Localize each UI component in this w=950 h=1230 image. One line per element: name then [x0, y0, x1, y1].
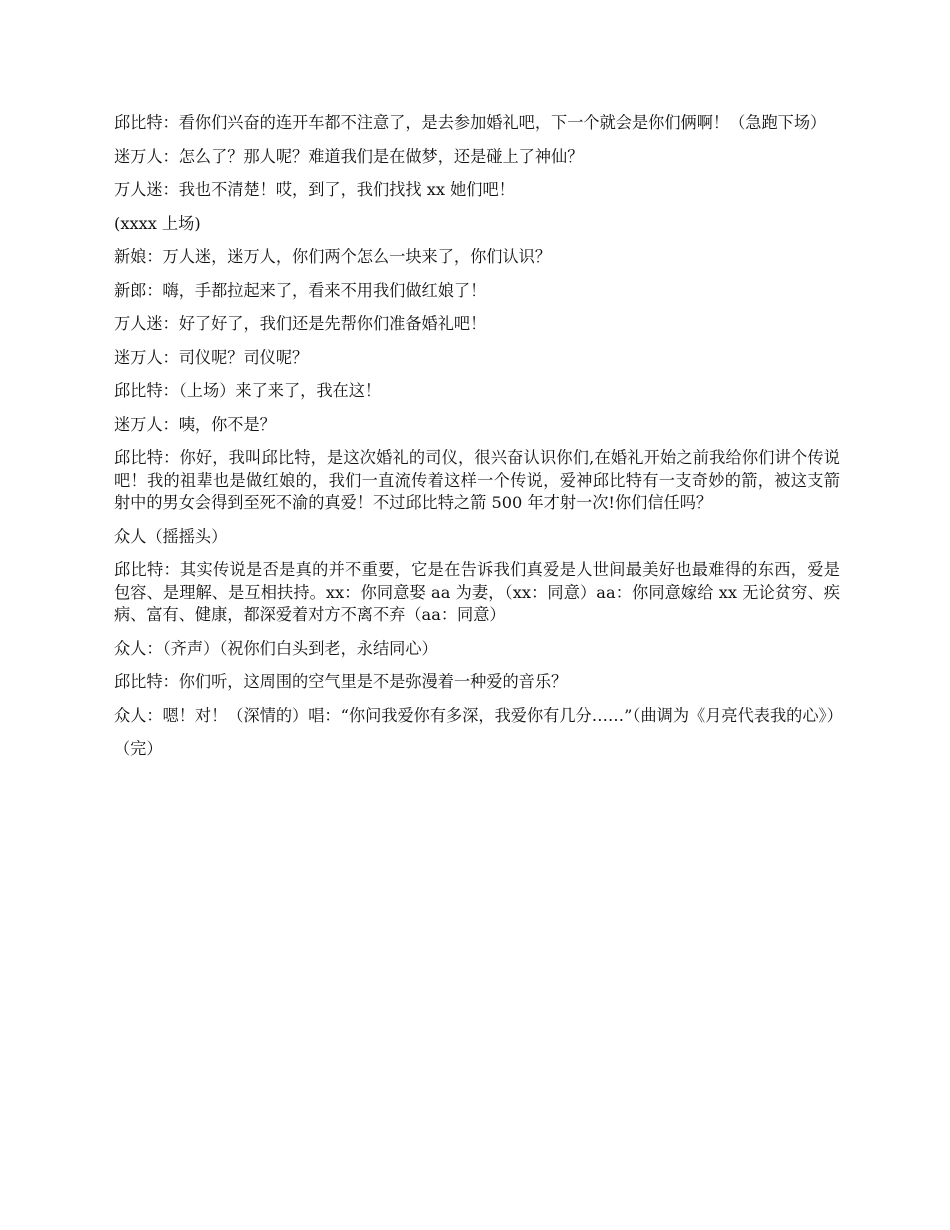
paragraph-4: (xxxx 上场) [114, 213, 201, 233]
paragraph-10: 迷万人：咦，你不是？ [114, 414, 276, 434]
paragraph-3: 万人迷：我也不清楚！哎，到了，我们找找 xx 她们吧！ [114, 180, 515, 199]
paragraph-14: 众人：（齐声）（祝你们白头到老，永结同心） [114, 638, 438, 658]
paragraph-11: 邱比特：你好，我叫邱比特，是这次婚礼的司仪，很兴奋认识你们,在婚礼开始之前我给你们讲个传说吧！我的祖辈也是做红娘的，我们一直流传着这样一个传说，爱神邱比特有一支奇妙的箭，被这支箭射中的男女会得到至死不渝的真爱！不过邱比特之箭 500 年才射一次!你们信任吗？ [114, 448, 840, 512]
paragraph-15: 邱比特：你们听，这周围的空气里是不是弥漫着一种爱的音乐？ [114, 672, 568, 691]
paragraph-5: 新娘：万人迷，迷万人，你们两个怎么一块来了，你们认识？ [114, 247, 552, 266]
paragraph-6: 新郎：嗨，手都拉起来了，看来不用我们做红娘了！ [114, 280, 487, 300]
paragraph-2: 迷万人：怎么了？那人呢？难道我们是在做梦，还是碰上了神仙？ [114, 146, 584, 166]
paragraph-17: （完） [114, 739, 163, 758]
paragraph-9: 邱比特：（上场）来了来了，我在这！ [114, 381, 382, 400]
paragraph-1: 邱比特：看你们兴奋的连开车都不注意了，是去参加婚礼吧，下一个就会是你们俩啊！（急跑下场） [114, 113, 827, 132]
paragraph-8: 迷万人：司仪呢？司仪呢？ [114, 347, 309, 367]
document-body [114, 112, 843, 772]
paragraph-7: 万人迷：好了好了，我们还是先帮你们准备婚礼吧！ [114, 314, 487, 333]
paragraph-16: 众人：嗯！对！（深情的）唱：“你问我爱你有多深，我爱你有几分……”（曲调为《月亮代表我的心》） [114, 705, 843, 725]
paragraph-12: 众人（摇摇头） [114, 526, 228, 546]
paragraph-13: 邱比特：其实传说是否是真的并不重要，它是在告诉我们真爱是人世间最美好也最难得的东西，爱是包容、是理解、是互相扶持。xx：你同意娶 aa 为妻，（xx：同意）aa：你同意嫁给 xx 无论贫穷、疾病、富有、健康，都深爱着对方不离不弃（aa：同意） [114, 560, 840, 624]
